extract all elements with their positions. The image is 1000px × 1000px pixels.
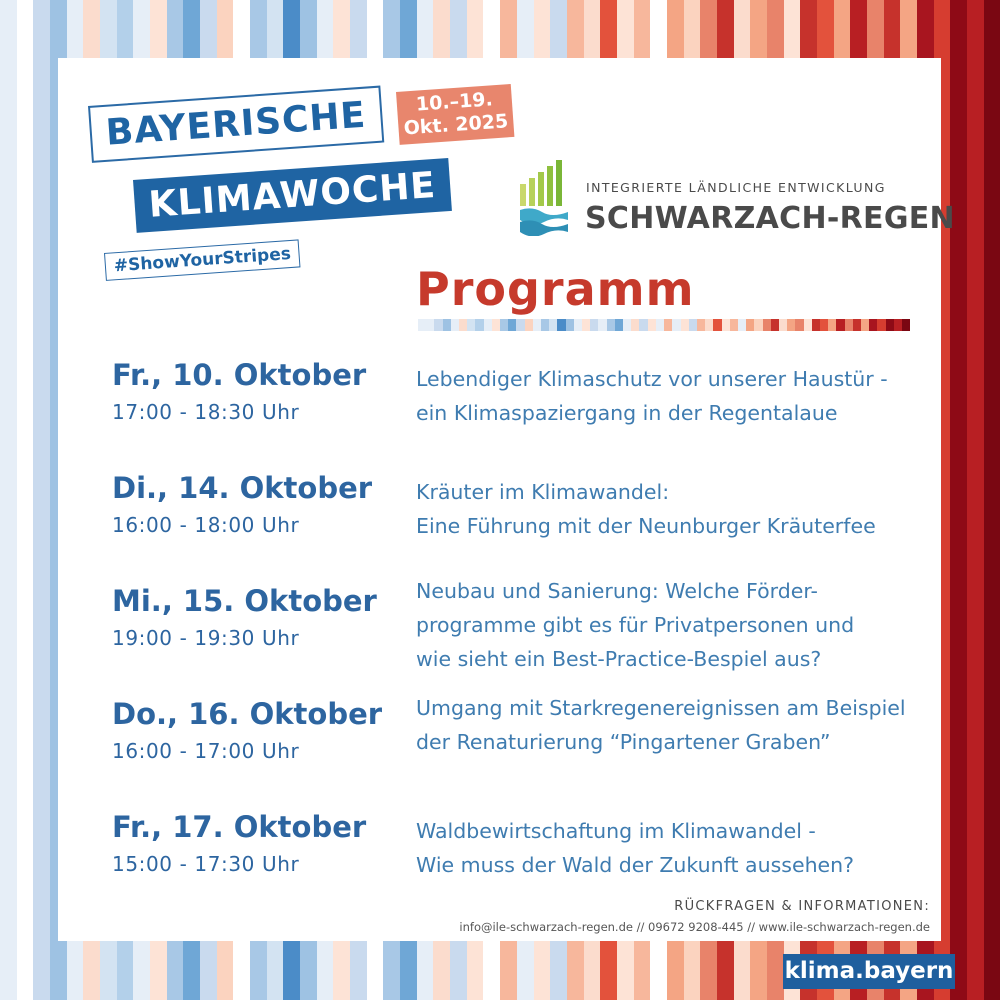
event-description: Kräuter im Klimawandel: Eine Führung mit der Neunburger Kräuterfee [416, 480, 876, 538]
contact-heading: RÜCKFRAGEN & INFORMATIONEN: [674, 899, 930, 914]
title-stripe [836, 319, 844, 331]
title-stripes-bar [418, 319, 910, 331]
title-stripe [623, 319, 631, 331]
title-stripe [582, 319, 590, 331]
title-stripe [754, 319, 762, 331]
klima-bayern-logo: klima.bayern [783, 954, 955, 989]
title-stripe [516, 319, 524, 331]
title-stripe [648, 319, 656, 331]
title-stripe [607, 319, 615, 331]
title-stripe [549, 319, 557, 331]
title-stripe [771, 319, 779, 331]
title-stripe [615, 319, 623, 331]
title-stripe [557, 319, 565, 331]
title-stripe [541, 319, 549, 331]
title-stripe [877, 319, 885, 331]
title-stripe [500, 319, 508, 331]
title-stripe [795, 319, 803, 331]
title-stripe [820, 319, 828, 331]
title-stripe [484, 319, 492, 331]
title-stripe [886, 319, 894, 331]
stripe [950, 0, 967, 1000]
title-stripe [853, 319, 861, 331]
klimawoche-logo-line1: BAYERISCHE [88, 86, 384, 163]
stripe [984, 0, 1000, 1000]
title-stripe [475, 319, 483, 331]
title-stripe [869, 319, 877, 331]
event-date: Fr., 10. Oktober [112, 358, 367, 392]
event-description: Umgang mit Starkregenereignissen am Beispiel der Renaturierung “Pingartener Graben” [416, 696, 906, 754]
title-stripe [681, 319, 689, 331]
title-stripe [763, 319, 771, 331]
stripe [967, 0, 984, 1000]
title-stripe [845, 319, 853, 331]
title-stripe [787, 319, 795, 331]
title-stripe [828, 319, 836, 331]
title-stripe [804, 319, 812, 331]
page-title: Programm [416, 262, 695, 316]
title-stripe [631, 319, 639, 331]
title-stripe [525, 319, 533, 331]
title-stripe [434, 319, 442, 331]
title-stripe [722, 319, 730, 331]
title-stripe [861, 319, 869, 331]
title-stripe [902, 319, 910, 331]
title-stripe [443, 319, 451, 331]
hashtag-label: #ShowYourStripes [104, 239, 301, 281]
title-stripe [894, 319, 902, 331]
event-time: 17:00 - 18:30 Uhr [112, 400, 300, 424]
title-stripe [533, 319, 541, 331]
event-time: 16:00 - 17:00 Uhr [112, 739, 300, 763]
title-stripe [672, 319, 680, 331]
ile-title: SCHWARZACH-REGEN [585, 201, 955, 236]
date-badge: 10.–19. Okt. 2025 [396, 84, 514, 145]
klimawoche-logo-line2: KLIMAWOCHE [133, 158, 452, 233]
title-stripe [590, 319, 598, 331]
event-date: Mi., 15. Oktober [112, 584, 377, 618]
contact-line[interactable]: info@ile-schwarzach-regen.de // 09672 9208-445 // www.ile-schwarzach-regen.de [459, 920, 930, 934]
stripe [17, 0, 34, 1000]
title-stripe [459, 319, 467, 331]
title-stripe [574, 319, 582, 331]
ile-subtitle: INTEGRIERTE LÄNDLICHE ENTWICKLUNG [586, 180, 886, 195]
title-stripe [664, 319, 672, 331]
title-stripe [492, 319, 500, 331]
title-stripe [746, 319, 754, 331]
event-date: Di., 14. Oktober [112, 471, 373, 505]
title-stripe [713, 319, 721, 331]
title-stripe [779, 319, 787, 331]
stripe [33, 0, 50, 1000]
title-stripe [467, 319, 475, 331]
title-stripe [598, 319, 606, 331]
title-stripe [730, 319, 738, 331]
title-stripe [812, 319, 820, 331]
title-stripe [426, 319, 434, 331]
event-time: 19:00 - 19:30 Uhr [112, 626, 300, 650]
ile-logo-icon [518, 160, 570, 236]
title-stripe [738, 319, 746, 331]
event-date: Do., 16. Oktober [112, 697, 383, 731]
title-stripe [418, 319, 426, 331]
title-stripe [697, 319, 705, 331]
title-stripe [705, 319, 713, 331]
event-description: Neubau und Sanierung: Welche Förder- programme gibt es für Privatpersonen und wie sieht ein Best-Practice-Bespiel aus? [416, 579, 855, 671]
event-time: 16:00 - 18:00 Uhr [112, 513, 300, 537]
title-stripe [508, 319, 516, 331]
title-stripe [656, 319, 664, 331]
event-date: Fr., 17. Oktober [112, 810, 367, 844]
title-stripe [566, 319, 574, 331]
title-stripe [451, 319, 459, 331]
event-description: Waldbewirtschaftung im Klimawandel - Wie muss der Wald der Zukunft aussehen? [416, 819, 855, 877]
title-stripe [689, 319, 697, 331]
event-description: Lebendiger Klimaschutz vor unserer Haustür - ein Klimaspaziergang in der Regentalaue [416, 367, 888, 425]
stripe [0, 0, 17, 1000]
event-time: 15:00 - 17:30 Uhr [112, 852, 300, 876]
title-stripe [639, 319, 647, 331]
